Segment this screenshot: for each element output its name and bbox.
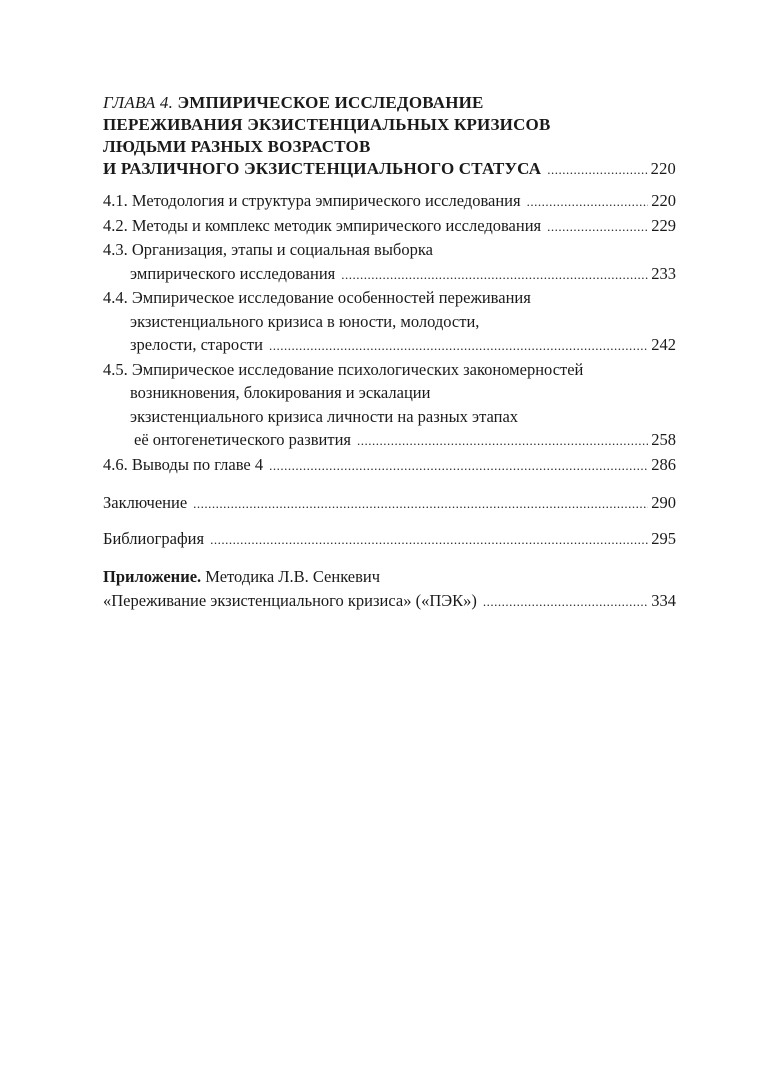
- chapter-4-heading[interactable]: [103, 92, 676, 181]
- entry-title-continued: эмпирического исследования: [130, 263, 336, 283]
- entry-title-continued: зрелости, старости: [130, 335, 263, 354]
- page-number: 233: [651, 263, 676, 283]
- entry-title: 4.4. Эмпирическое исследование особенностей переживания: [103, 288, 531, 307]
- toc-entry-4-6[interactable]: [103, 453, 676, 478]
- entry-title: 4.6. Выводы по главе 4: [103, 454, 264, 474]
- table-of-contents: [103, 92, 676, 613]
- entry-title-continued: экзистенциального кризиса в юности, молодости,: [130, 311, 480, 331]
- page-number: 229: [651, 215, 676, 235]
- toc-entry-4-4[interactable]: [103, 286, 676, 358]
- toc-entry-conclusion[interactable]: [103, 491, 676, 516]
- entry-title: 4.5. Эмпирическое исследование психологических закономерностей: [103, 359, 584, 379]
- dot-leader: [193, 492, 648, 516]
- toc-entry-4-2[interactable]: [103, 214, 676, 239]
- entry-title: 4.2. Методы и комплекс методик эмпирического исследования: [103, 215, 542, 235]
- dot-leader: [527, 190, 649, 214]
- appendix-title-continued: «Переживание экзистенциального кризиса» («ПЭК»): [103, 590, 477, 610]
- dot-leader: [547, 159, 647, 181]
- toc-entry-appendix[interactable]: [103, 565, 676, 613]
- dot-leader: [483, 590, 648, 614]
- appendix-title: Методика Л.В. Сенкевич: [205, 567, 381, 586]
- page-number: 295: [651, 528, 676, 548]
- entry-title: Заключение: [103, 493, 188, 512]
- page-number: 258: [651, 430, 676, 449]
- entry-title-continued: её онтогенетического развития: [134, 430, 352, 449]
- page-number: 334: [651, 590, 676, 610]
- entry-title-continued: возникновения, блокирования и эскалации: [130, 383, 431, 402]
- toc-entry-4-1[interactable]: [103, 189, 676, 214]
- entry-title: 4.1. Методология и структура эмпирического исследования: [103, 191, 521, 210]
- chapter-heading-last-line: [103, 158, 676, 181]
- dot-leader: [269, 454, 648, 478]
- dot-leader: [341, 263, 648, 287]
- toc-entry-4-3[interactable]: [103, 238, 676, 286]
- page-number: 286: [651, 454, 676, 474]
- page-number: 242: [651, 335, 676, 354]
- dot-leader: [210, 528, 648, 552]
- chapter-title-line: ЛЮДЬМИ РАЗНЫХ ВОЗРАСТОВ: [103, 137, 371, 156]
- dot-leader: [547, 215, 648, 239]
- page-number: 220: [650, 159, 676, 178]
- page-number: 220: [651, 191, 676, 210]
- chapter-title-line: ЭМПИРИЧЕСКОЕ ИССЛЕДОВАНИЕ: [177, 93, 484, 112]
- chapter-heading-line-1: [103, 92, 676, 114]
- chapter-label: ГЛАВА 4.: [103, 93, 174, 112]
- entry-title: 4.3. Организация, этапы и социальная выборка: [103, 240, 433, 259]
- appendix-first-line: [103, 565, 676, 589]
- dot-leader: [357, 429, 648, 453]
- dot-leader: [269, 334, 648, 358]
- page-number: 290: [651, 493, 676, 512]
- appendix-label: Приложение.: [103, 567, 202, 586]
- entry-title: Библиография: [103, 528, 205, 548]
- entry-title-continued: экзистенциального кризиса личности на разных этапах: [130, 406, 519, 426]
- toc-entry-4-5[interactable]: [103, 358, 676, 453]
- chapter-title-line: ПЕРЕЖИВАНИЯ ЭКЗИСТЕНЦИАЛЬНЫХ КРИЗИСОВ: [103, 115, 551, 134]
- chapter-title-line: И РАЗЛИЧНОГО ЭКЗИСТЕНЦИАЛЬНОГО СТАТУСА: [103, 159, 542, 178]
- toc-entry-bibliography[interactable]: [103, 527, 676, 552]
